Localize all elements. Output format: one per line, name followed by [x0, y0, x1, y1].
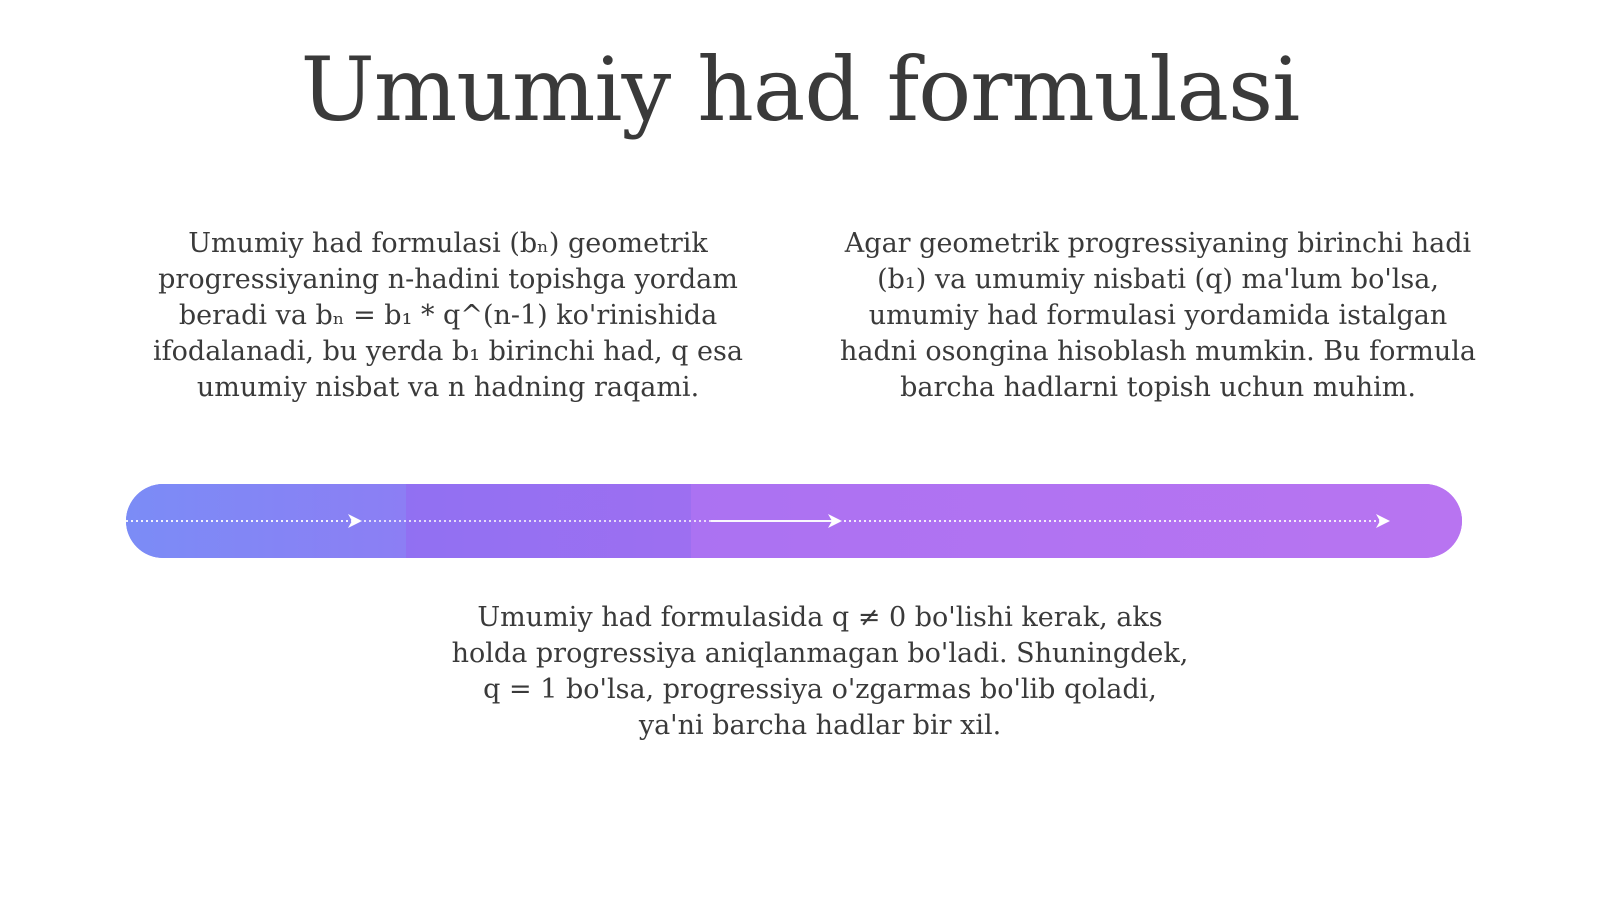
arrow-right-icon: [348, 514, 362, 528]
arrow-right-icon: [1376, 514, 1390, 528]
timeline-bar: [126, 484, 1462, 558]
timeline-arrows: [126, 484, 1462, 558]
paragraph-bottom: Umumiy had formulasida q ≠ 0 bo'lishi kerak, aks holda progressiya aniqlanmagan bo'ladi. Shuningdek, q = 1 bo'lsa, progressiya o'zgarmas bo'lib qoladi, ya'ni barcha hadlar bir xil.: [451, 602, 1189, 741]
paragraph-right: Agar geometrik progressiyaning birinchi hadi (b₁) va umumiy nisbati (q) ma'lum bo'lsa, umumiy had formulasi yordamida istalgan hadni osongina hisoblash mumkin. Bu formula barcha hadlarni topish uchun muhim.: [840, 228, 1476, 403]
slide-title: Umumiy had formulasi: [300, 38, 1300, 141]
paragraph-left: Umumiy had formulasi (bₙ) geometrik progressiyaning n-hadini topishga yordam beradi va bₙ = b₁ * q^(n-1) ko'rinishida ifodalanadi, bu yerda b₁ birinchi had, q esa umumiy nisbat va n hadning raqami.: [153, 228, 743, 403]
